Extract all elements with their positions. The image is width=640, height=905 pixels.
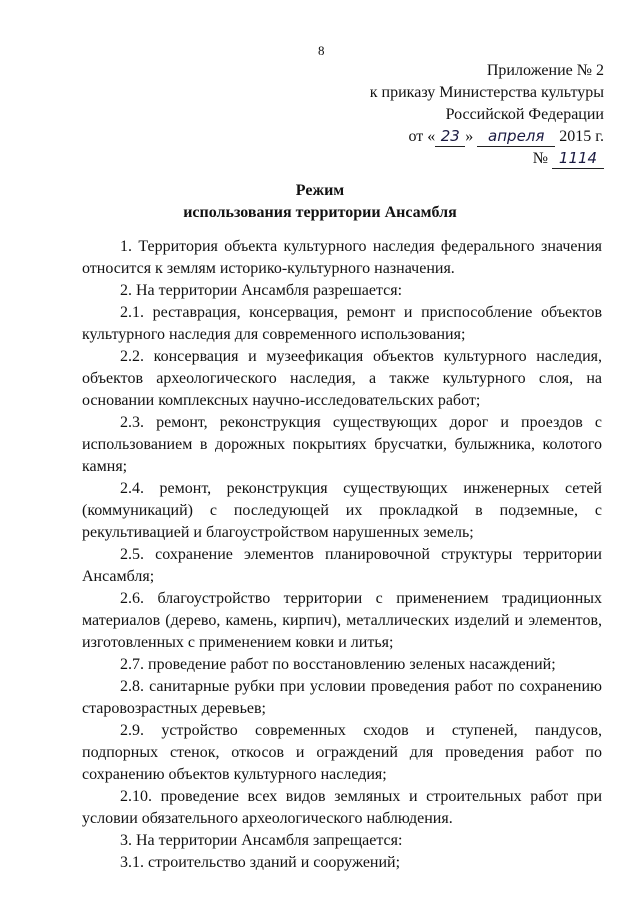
paragraph-3-1: 3.1. строительство зданий и сооружений;: [120, 854, 401, 871]
title-line-1: Режим: [295, 182, 345, 199]
paragraph-2-5: 2.5. сохранение элементов планировочной структуры территории Ансамбля;: [82, 546, 602, 585]
attachment-number-line: [370, 148, 604, 170]
handwritten-date-day: 23: [435, 126, 465, 147]
paragraph-2-8: 2.8. санитарные рубки при условии проведения работ по сохранению старовозрастных деревьев;: [82, 678, 602, 717]
paragraph-2: 2. На территории Ансамбля разрешается:: [120, 282, 403, 299]
number-prefix: №: [532, 150, 548, 167]
paragraph-1: 1. Территория объекта культурного наследия федерального значения относится к землям историко-культурного назначения.: [82, 238, 602, 277]
date-mid: »: [465, 128, 474, 145]
attachment-line-3: Российской Федерации: [445, 106, 604, 123]
attachment-date-line: [370, 126, 604, 148]
page-number: 8: [318, 43, 325, 58]
title-line-2: использования территории Ансамбля: [183, 204, 457, 221]
attachment-header: [370, 60, 604, 170]
paragraph-2-6: 2.6. благоустройство территории с применением традиционных материалов (дерево, камень, кирпич), металлических изделий и элементов, изготовленных с применением ковки и литья;: [82, 590, 602, 651]
date-prefix: от «: [408, 128, 436, 145]
date-year: 2015 г.: [559, 128, 604, 145]
attachment-line-2: к приказу Министерства культуры: [369, 84, 604, 101]
paragraph-2-3: 2.3. ремонт, реконструкция существующих дорог и проездов с использованием в дорожных покрытиях брусчатки, булыжника, колотого камня;: [82, 414, 602, 475]
document-body: [82, 236, 602, 874]
paragraph-2-10: 2.10. проведение всех видов земляных и строительных работ при условии обязательного археологического наблюдения.: [82, 788, 602, 827]
paragraph-2-2: 2.2. консервация и музеефикация объектов культурного наследия, объектов археологического наследия, а также культурного слоя, на основании комплексных научно-исследовательских работ;: [82, 348, 602, 409]
document-title: [0, 180, 640, 224]
paragraph-2-7: 2.7. проведение работ по восстановлению зеленых насаждений;: [120, 656, 556, 673]
attachment-line-1: Приложение № 2: [486, 62, 604, 79]
handwritten-order-number: 1114: [552, 148, 604, 169]
handwritten-date-month: апреля: [477, 126, 555, 147]
paragraph-2-4: 2.4. ремонт, реконструкция существующих инженерных сетей (коммуникаций) с последующей их прокладкой в подземные, с рекультивацией и благоустройством нарушенных земель;: [82, 480, 602, 541]
paragraph-3: 3. На территории Ансамбля запрещается:: [120, 832, 403, 849]
paragraph-2-1: 2.1. реставрация, консервация, ремонт и приспособление объектов культурного наследия для современного использования;: [82, 304, 602, 343]
paragraph-2-9: 2.9. устройство современных сходов и ступеней, пандусов, подпорных стенок, откосов и ограждений для проведения работ по сохранению объектов культурного наследия;: [82, 722, 602, 783]
